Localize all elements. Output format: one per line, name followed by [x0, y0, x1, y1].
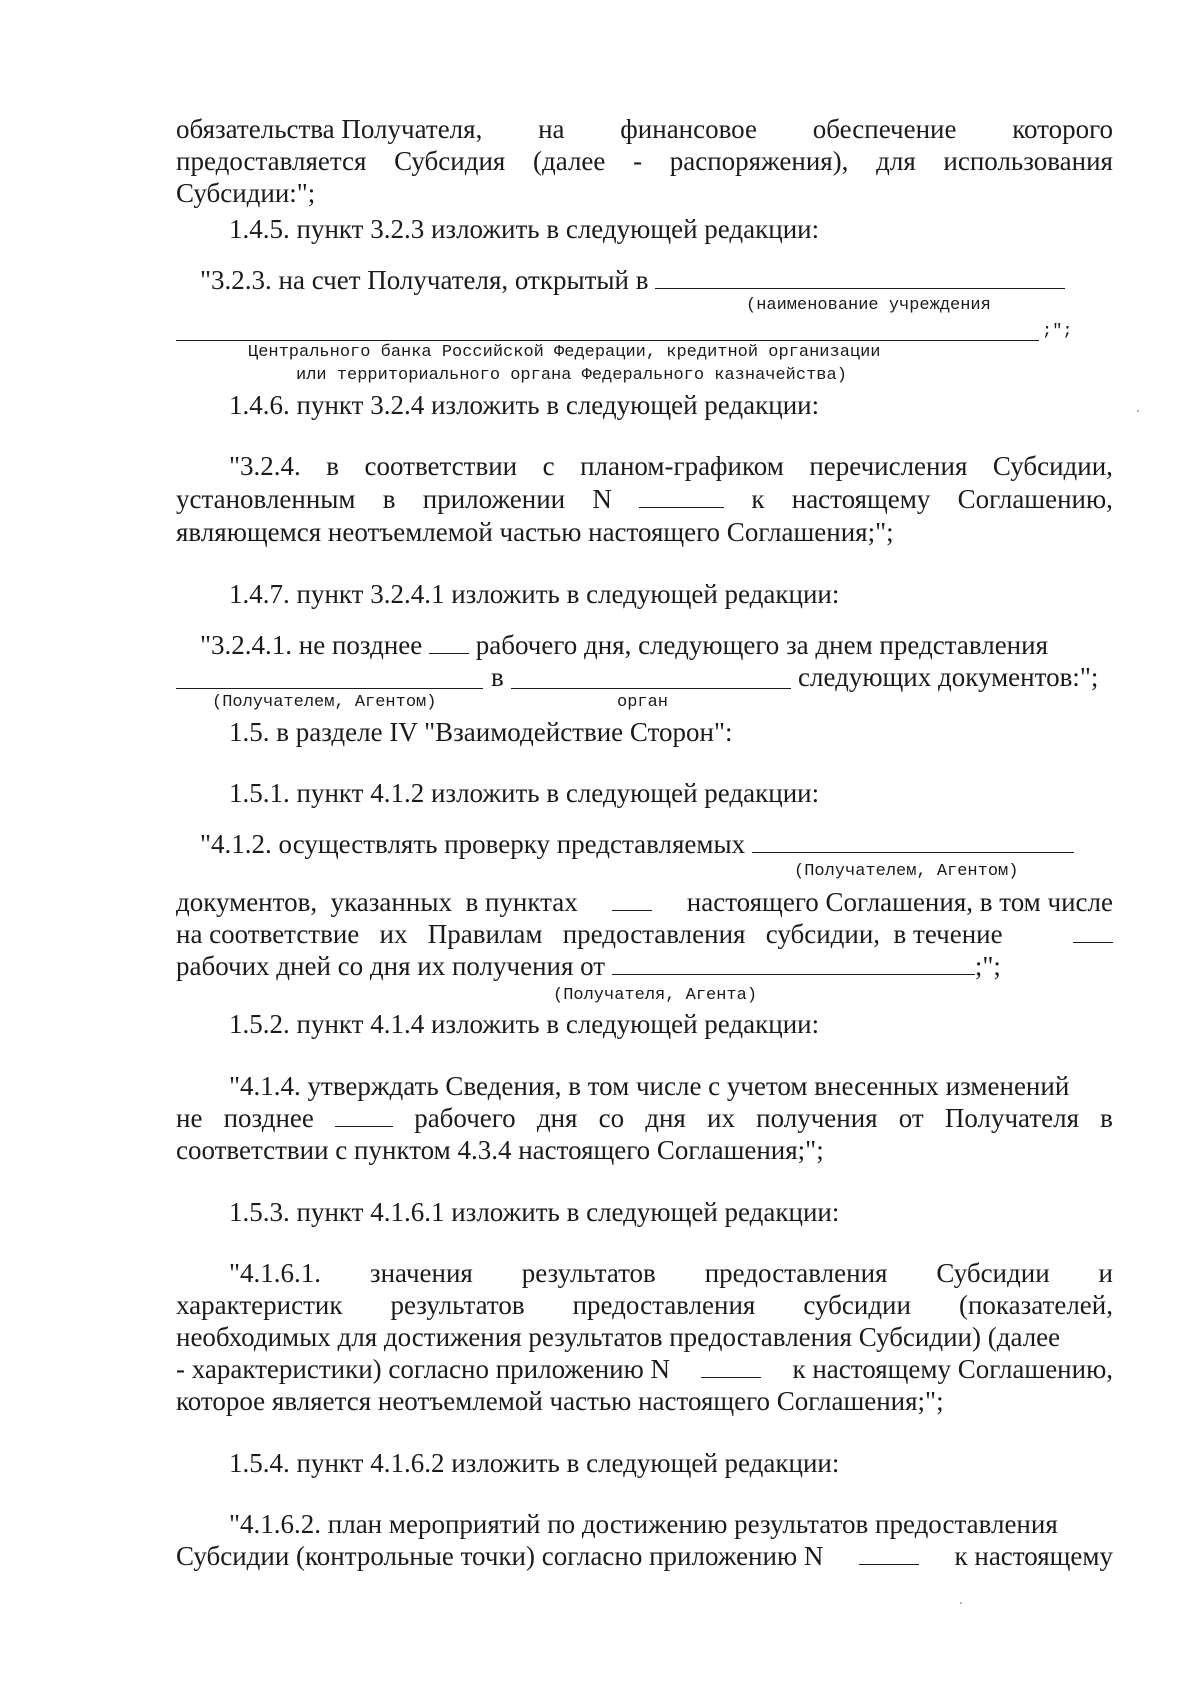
word: на — [538, 114, 565, 144]
word: результатов — [521, 1258, 656, 1288]
word: использования — [943, 146, 1113, 176]
word: результатов — [390, 1290, 525, 1320]
heading-1-4-5: 1.4.5. пункт 3.2.3 изложить в следующей редакции: — [229, 214, 820, 244]
s145-line-1-text: "3.2.3. на счет Получателя, открытый в — [200, 265, 649, 295]
s153-line-1 — [229, 1257, 1113, 1289]
word: N — [592, 484, 612, 514]
s153-line-4-a: - характеристики) согласно приложению N — [176, 1354, 671, 1384]
s147-line-2-mid: в — [491, 662, 504, 692]
authority-blank — [511, 688, 791, 689]
word: которого — [1012, 114, 1113, 144]
word: для — [876, 146, 916, 176]
word: - — [633, 146, 643, 176]
s147-line-2-suffix: следующих документов:"; — [798, 662, 1099, 692]
s151-line-2-a: документов, указанных в пунктах — [176, 887, 578, 917]
word: (далее — [533, 146, 606, 176]
s153-line-5: которое является неотъемлемой частью настоящего Соглашения;"; — [176, 1386, 944, 1416]
s151-line-3 — [176, 918, 1113, 950]
s151-line-4 — [176, 950, 1001, 982]
s154-line-2-b: к настоящему — [954, 1541, 1113, 1571]
word: субсидии — [803, 1290, 911, 1320]
appendix-number-blank-2 — [859, 1540, 919, 1565]
word: получения — [756, 1103, 878, 1133]
heading-1-5-2: 1.5.2. пункт 4.1.4 изложить в следующей редакции: — [229, 1009, 820, 1039]
heading-1-5-4: 1.5.4. пункт 4.1.6.2 изложить в следующей редакции: — [229, 1448, 840, 1478]
word: перечисления — [809, 451, 968, 481]
s152-line-3: соответствии с пунктом 4.3.4 настоящего Соглашения;"; — [176, 1135, 824, 1165]
word: предоставления — [704, 1258, 888, 1288]
word: Соглашению, — [957, 484, 1113, 514]
caption-recipient-agent: (Получателем, Агентом) — [212, 693, 437, 712]
heading-1-5-1: 1.5.1. пункт 4.1.2 изложить в следующей редакции: — [229, 778, 820, 808]
word: предоставляется — [176, 146, 367, 176]
bank-name-continuation-blank — [176, 340, 1039, 341]
caption-recipient-agent-2: (Получателем, Агентом) — [794, 862, 1019, 881]
s146-line-2 — [176, 483, 1113, 515]
s151-line-2 — [176, 886, 1113, 918]
word: их — [707, 1103, 735, 1133]
caption-recipient-agent-genitive: (Получателя, Агента) — [553, 986, 758, 1005]
s147-line-1 — [200, 629, 1048, 661]
s153-line-2 — [176, 1289, 1113, 1321]
recipient-agent-blank — [176, 688, 483, 689]
s152-line-2 — [176, 1102, 1113, 1134]
s151-line-2-b: настоящего Соглашения, в том числе — [686, 887, 1113, 917]
s147-line-1-suffix: рабочего дня, следующего за днем представления — [475, 630, 1048, 660]
word: в — [326, 451, 340, 481]
word: предоставления — [572, 1290, 756, 1320]
word: характеристик — [176, 1290, 343, 1320]
s153-line-3: необходимых для достижения результатов предоставления Субсидии) (далее — [176, 1322, 1061, 1352]
word: позднее — [223, 1103, 314, 1133]
word: к — [751, 484, 765, 514]
intro-line-2 — [176, 145, 1113, 177]
word: "4.1.6.1. — [229, 1258, 322, 1288]
s151-line-1-text: "4.1.2. осуществлять проверку представляемых — [200, 829, 746, 859]
word: финансовое — [620, 114, 757, 144]
recipient-from-blank — [612, 950, 975, 975]
word: "3.2.4. — [229, 451, 301, 481]
word: распоряжения), — [669, 146, 849, 176]
s151-line-4-text: рабочих дней со дня их получения от — [176, 951, 606, 981]
word: в — [382, 484, 396, 514]
s154-line-1: "4.1.6.2. план мероприятий по достижению результатов предоставления — [229, 1509, 1058, 1539]
word: Субсидии, — [992, 451, 1113, 481]
word: и — [1098, 1258, 1113, 1288]
days-count-blank — [1073, 918, 1113, 943]
word: Субсидии — [936, 1258, 1050, 1288]
word: от — [898, 1103, 924, 1133]
word: приложении — [422, 484, 566, 514]
heading-1-4-7: 1.4.7. пункт 3.2.4.1 изложить в следующей редакции: — [229, 579, 840, 609]
recipient-agent-blank-2 — [752, 828, 1074, 853]
word: обеспечение — [812, 114, 957, 144]
intro-line-3: Субсидии:"; — [176, 178, 316, 208]
s151-line-3-text: на соответствие их Правилам предоставления субсидии, в течение — [176, 919, 1003, 949]
bank-name-blank — [655, 264, 1065, 289]
word: с — [542, 451, 555, 481]
word: планом-графиком — [580, 451, 784, 481]
s153-line-4 — [176, 1353, 1113, 1385]
word: установленным — [176, 484, 356, 514]
word: со — [598, 1103, 625, 1133]
caption-authority: орган — [617, 693, 669, 712]
s146-line-3: являющемся неотъемлемой частью настоящего Соглашения;"; — [176, 517, 894, 547]
heading-1-5: 1.5. в разделе IV "Взаимодействие Сторон": — [229, 717, 733, 747]
s147-line-1-prefix: "3.2.4.1. не позднее — [200, 630, 423, 660]
word: рабочего — [414, 1103, 516, 1133]
word: дня — [645, 1103, 686, 1133]
word: настоящему — [791, 484, 931, 514]
word: не — [176, 1103, 203, 1133]
clauses-blank — [612, 886, 652, 911]
intro-line-1 — [176, 113, 1113, 145]
working-day-blank — [429, 629, 469, 654]
s145-line-1 — [200, 264, 1065, 296]
heading-1-4-6: 1.4.6. пункт 3.2.4 изложить в следующей редакции: — [229, 390, 820, 420]
scan-speck — [1137, 410, 1139, 412]
s151-line-4-suffix: ;"; — [974, 951, 1001, 981]
word: соответствии — [364, 451, 518, 481]
s153-line-4-b: к настоящему Соглашению, — [792, 1354, 1113, 1384]
word: в — [1100, 1103, 1113, 1133]
word: обязательства Получателя, — [176, 114, 483, 144]
caption-treasury: или территориального органа Федерального казначейства) — [296, 366, 847, 385]
word: (показателей, — [958, 1290, 1113, 1320]
word: дня — [536, 1103, 578, 1133]
word: Субсидия — [394, 146, 506, 176]
fill-in-blank — [639, 483, 724, 508]
word: значения — [369, 1258, 473, 1288]
scan-speck — [960, 1602, 962, 1604]
caption-institution-name: (наименование учреждения — [746, 296, 991, 315]
s152-line-1: "4.1.4. утверждать Сведения, в том числе с учетом внесенных изменений — [229, 1071, 1070, 1101]
s154-line-2-a: Субсидии (контрольные точки) согласно приложению N — [176, 1541, 824, 1571]
heading-1-5-3: 1.5.3. пункт 4.1.6.1 изложить в следующей редакции: — [229, 1197, 840, 1227]
fill-in-blank — [335, 1102, 393, 1127]
appendix-number-blank — [701, 1353, 761, 1378]
s151-line-1 — [200, 828, 1074, 860]
s154-line-2 — [176, 1540, 1113, 1572]
word: Получателя — [944, 1103, 1079, 1133]
s145-line-2-suffix: ;"; — [1042, 322, 1073, 341]
caption-central-bank: Центрального банка Российской Федерации, кредитной организации — [248, 343, 881, 362]
s146-line-1 — [229, 450, 1113, 482]
